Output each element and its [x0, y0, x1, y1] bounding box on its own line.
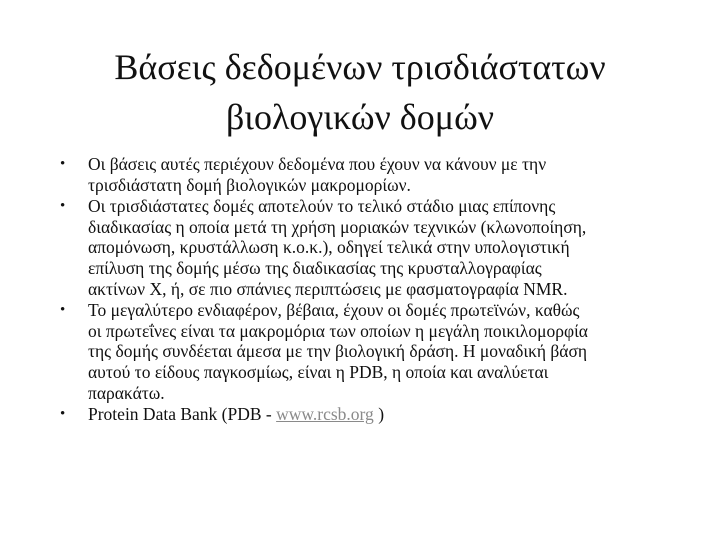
bullet-list [58, 154, 678, 426]
bullet-item-4 [58, 404, 678, 425]
slide-title [60, 42, 660, 142]
bullet-2-line-5: ακτίνων Χ, ή, σε πιο σπάνιες περιπτώσεις με φασματογραφία NMR. [88, 278, 568, 299]
slide-title-line-2: βιολογικών δομών [225, 97, 495, 137]
bullet-item-1 [58, 154, 678, 195]
bullet-3-line-2: οι πρωτεΐνες είναι τα μακρομόρια των οποίων η μεγάλη ποικιλομορφία [88, 320, 588, 341]
bullet-marker: • [60, 406, 66, 423]
bullet-marker: • [60, 156, 66, 172]
slide-title-line-1: Βάσεις δεδομένων τρισδιάστατων [114, 47, 606, 87]
bullet-2-line-3: απομόνωση, κρυστάλλωση κ.ο.κ.), οδηγεί τελικά στην υπολογιστική [88, 237, 570, 258]
bullet-2-line-1: Οι τρισδιάστατες δομές αποτελούν το τελικό στάδιο μιας επίπονης [88, 196, 556, 217]
bullet-1-line-2: τρισδιάστατη δομή βιολογικών μακρομορίων. [88, 174, 411, 195]
bullet-item-2 [58, 196, 678, 299]
bullet-1-line-1: Οι βάσεις αυτές περιέχουν δεδομένα που έχουν να κάνουν με την [88, 154, 547, 174]
bullet-item-3 [58, 300, 678, 403]
pdb-prefix: Protein Data Bank (PDB - [88, 404, 277, 425]
bullet-3-line-3: της δομής συνδέεται άμεσα με την βιολογική δράση. Η μοναδική βάση [88, 341, 588, 362]
bullet-3-line-5: παρακάτω. [88, 382, 165, 403]
bullet-4-line-1 [88, 404, 678, 425]
bullet-2-line-2: διαδικασίας η οποία μετά τη χρήση μοριακών τεχνικών (κλωνοποίηση, [88, 216, 587, 237]
bullet-3-line-4: αυτού το είδους παγκοσμίως, είναι η PDB, η οποία και αναλύεται [88, 361, 549, 382]
pdb-suffix: ) [373, 404, 385, 425]
bullet-2-line-4: επίλυση της δομής μέσω της διαδικασίας της κρυσταλλογραφίας [88, 257, 542, 278]
bullet-marker: • [60, 198, 66, 215]
rcsb-link[interactable]: www.rcsb.org [276, 404, 374, 425]
bullet-3-line-1: Το μεγαλύτερο ενδιαφέρον, βέβαια, έχουν οι δομές πρωτεϊνών, καθώς [88, 300, 580, 321]
bullet-marker: • [60, 302, 66, 319]
